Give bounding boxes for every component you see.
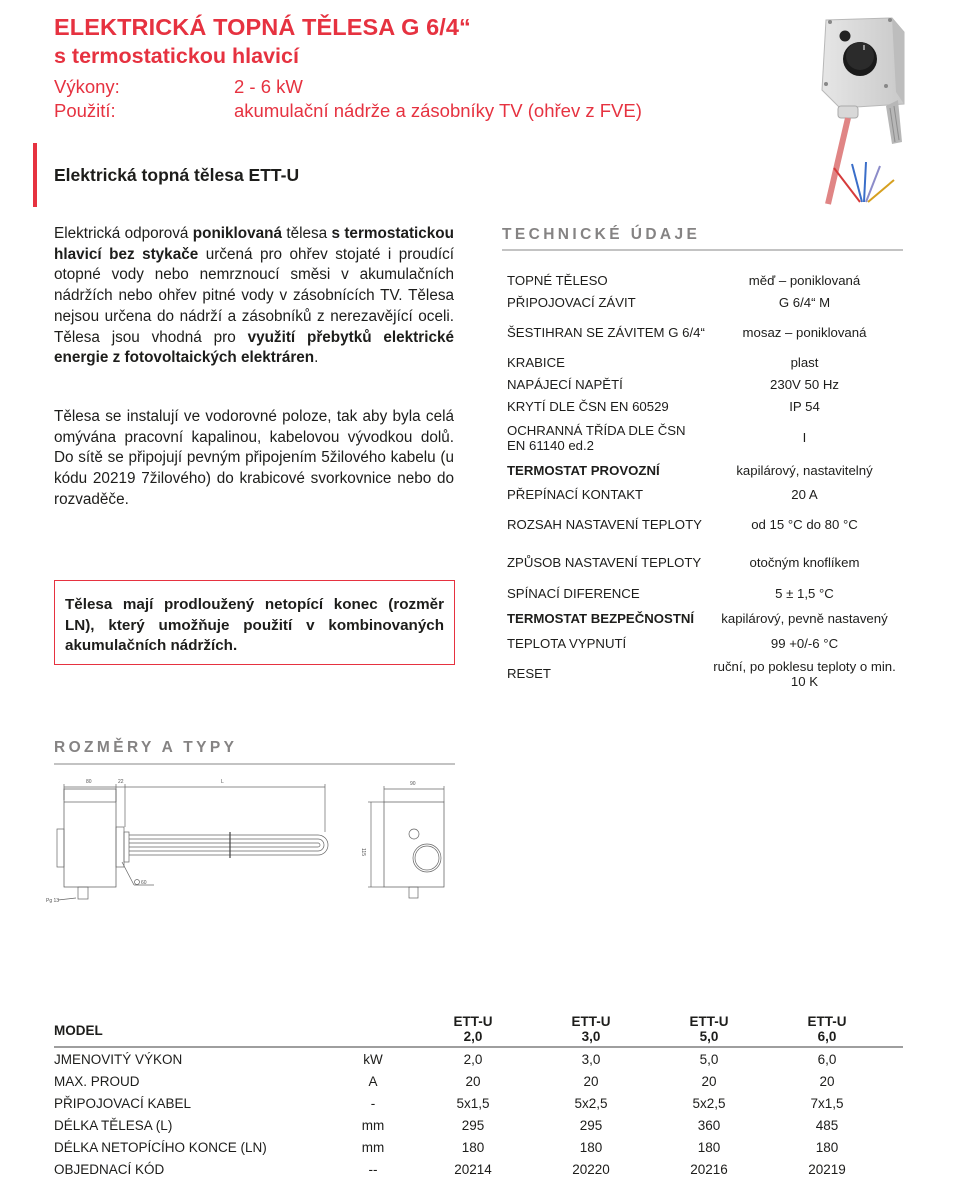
models-row-value: 295 — [579, 1117, 603, 1133]
models-row-value: 20219 — [808, 1161, 846, 1177]
meta-value: akumulační nádrže a zásobníky TV (ohřev z FVE) — [234, 100, 642, 121]
tech-row — [507, 582, 902, 606]
models-row-value: 5x2,5 — [692, 1095, 726, 1111]
model-power: 3,0 — [581, 1029, 601, 1044]
models-header-row — [54, 1014, 903, 1048]
models-row-name: PŘIPOJOVACÍ KABEL — [54, 1095, 192, 1111]
text-run-bold: využití přebytků elektrické energie z fotovoltaických elektráren — [54, 328, 454, 367]
tech-label: ROZSAH NASTAVENÍ TEPLOTY — [507, 517, 702, 533]
models-row — [54, 1070, 903, 1092]
model-series: ETT-U — [571, 1014, 611, 1029]
text-run: tělesa — [282, 225, 332, 242]
tech-label: PŘEPÍNACÍ KONTAKT — [507, 487, 644, 503]
model-power: 2,0 — [463, 1029, 483, 1044]
models-table — [54, 1014, 903, 1180]
models-row-unit: mm — [361, 1139, 385, 1155]
dim-length: L — [221, 779, 224, 785]
model-power: 6,0 — [817, 1029, 837, 1044]
dimensions-heading-rule — [54, 763, 455, 765]
models-row-value: 5x2,5 — [574, 1095, 608, 1111]
tech-value: 5 ± 1,5 °C — [775, 586, 834, 602]
meta-usage — [54, 100, 642, 122]
models-row-value: 2,0 — [463, 1051, 483, 1067]
models-row-name: DÉLKA NETOPÍCÍHO KONCE (LN) — [54, 1139, 267, 1155]
page-subtitle: s termostatickou hlavicí — [54, 44, 299, 68]
dim-side-width: 90 — [410, 781, 416, 787]
dim-box-width: 80 — [86, 779, 92, 785]
tech-row — [507, 458, 902, 484]
meta-power — [54, 76, 303, 98]
text-run: . — [314, 349, 319, 367]
models-row-value: 6,0 — [817, 1051, 837, 1067]
section-subheading: Elektrická topná tělesa ETT-U — [54, 165, 300, 185]
tech-row — [507, 418, 902, 458]
tech-row — [507, 374, 902, 396]
tech-label: TERMOSTAT BEZPEČNOSTNÍ — [507, 611, 695, 627]
models-row-unit: A — [368, 1073, 378, 1089]
tech-label: RESET — [507, 666, 551, 682]
models-row-value: 180 — [697, 1139, 721, 1155]
models-row-value: 7x1,5 — [810, 1095, 844, 1111]
models-row-value: 20 — [819, 1073, 835, 1089]
tech-label: PŘIPOJOVACÍ ZÁVIT — [507, 295, 636, 311]
tech-value: kapilárový, pevně nastavený — [721, 611, 888, 627]
technical-table — [507, 270, 902, 692]
tech-value: 230V 50 Hz — [770, 377, 839, 393]
tech-value: od 15 °C do 80 °C — [751, 517, 858, 533]
meta-value: 2 - 6 kW — [234, 76, 303, 97]
dim-flange: 22 — [118, 779, 124, 785]
tech-row — [507, 656, 902, 692]
tech-label: OCHRANNÁ TŘÍDA DLE ČSN EN 61140 ed.2 — [507, 422, 686, 453]
tech-value: ruční, po poklesu teploty o min. 10 K — [713, 658, 896, 689]
tech-label: ZPŮSOB NASTAVENÍ TEPLOTY — [507, 555, 702, 571]
tech-value: 99 +0/-6 °C — [770, 636, 839, 652]
dim-hex: 60 — [141, 880, 147, 886]
subheading-accent-bar — [33, 143, 37, 207]
tech-label: TERMOSTAT PROVOZNÍ — [507, 463, 660, 479]
models-row-value: 5x1,5 — [456, 1095, 490, 1111]
tech-value: plast — [790, 355, 819, 371]
tech-value: I — [802, 430, 807, 446]
description-paragraph-1 — [54, 224, 454, 369]
tech-row — [507, 484, 902, 506]
technical-heading-rule — [502, 249, 903, 251]
text-run-bold: poniklovaná — [192, 225, 283, 242]
tech-row — [507, 396, 902, 418]
models-row-value: 180 — [579, 1139, 603, 1155]
model-power: 5,0 — [699, 1029, 719, 1044]
models-header-col — [768, 1014, 886, 1044]
tech-label: TOPNÉ TĚLESO — [507, 273, 608, 289]
description-paragraph-2: Tělesa se instalují ve vodorovné poloze, tak aby byla celá omývána pracovní kapalinou, kabelovou vývodkou dolů. Do sítě se připojují pevným připojením 5žilového kabelu (u kódu 20219 7žilového) do krabicové svorkovnice nebo do rozvaděče. — [54, 408, 454, 508]
models-row-name: MAX. PROUD — [54, 1073, 140, 1089]
models-row-value: 20 — [701, 1073, 717, 1089]
models-row-unit: mm — [361, 1117, 385, 1133]
models-row — [54, 1114, 903, 1136]
tech-row — [507, 314, 902, 352]
dim-side-height: 115 — [360, 848, 366, 856]
models-row-value: 180 — [461, 1139, 485, 1155]
page-title: ELEKTRICKÁ TOPNÁ TĚLESA G 6/4“ — [54, 14, 471, 40]
models-header-col — [532, 1014, 650, 1044]
model-series: ETT-U — [807, 1014, 847, 1029]
dim-gland: Pg 13 — [46, 898, 60, 904]
tech-value: měď – poniklovaná — [748, 273, 861, 289]
tech-value: 20 A — [791, 487, 818, 503]
tech-value: kapilárový, nastavitelný — [736, 463, 873, 479]
meta-key: Výkony: — [54, 76, 120, 97]
tech-label: TEPLOTA VYPNUTÍ — [507, 636, 627, 652]
tech-value: IP 54 — [789, 399, 820, 415]
models-row-name: OBJEDNACÍ KÓD — [54, 1161, 165, 1177]
tech-value: otočným knoflíkem — [749, 555, 860, 571]
models-row-value: 20214 — [454, 1161, 492, 1177]
models-header-col — [414, 1014, 532, 1044]
product-photo — [812, 12, 932, 207]
tech-row — [507, 606, 902, 632]
tech-label: KRYTÍ DLE ČSN EN 60529 — [507, 399, 669, 415]
models-row-value: 20220 — [572, 1161, 610, 1177]
tech-label: SPÍNACÍ DIFERENCE — [507, 586, 640, 602]
models-header-model: MODEL — [54, 1023, 103, 1038]
models-row-value: 3,0 — [581, 1051, 601, 1067]
dimension-drawing — [44, 772, 464, 912]
meta-key: Použití: — [54, 100, 116, 121]
models-row — [54, 1092, 903, 1114]
models-row-value: 20216 — [690, 1161, 728, 1177]
tech-label: ŠESTIHRAN SE ZÁVITEM G 6/4“ — [507, 325, 705, 341]
technical-heading: TECHNICKÉ ÚDAJE — [502, 226, 701, 243]
tech-row — [507, 544, 902, 582]
models-row-unit: kW — [363, 1051, 383, 1067]
tech-value: G 6/4“ M — [778, 295, 831, 311]
models-header-col — [650, 1014, 768, 1044]
models-row — [54, 1048, 903, 1070]
models-row-unit: -- — [368, 1161, 378, 1177]
models-row-value: 180 — [815, 1139, 839, 1155]
models-row-name: DÉLKA TĚLESA (L) — [54, 1117, 173, 1133]
tech-row — [507, 292, 902, 314]
models-row-value: 295 — [461, 1117, 485, 1133]
model-series: ETT-U — [689, 1014, 729, 1029]
models-row-value: 20 — [583, 1073, 599, 1089]
models-row — [54, 1158, 903, 1180]
note-box: Tělesa mají prodloužený netopící konec (rozměr LN), který umožňuje použití v kombinovaných akumulačních nádržích. — [54, 580, 455, 665]
models-row-value: 20 — [465, 1073, 481, 1089]
models-row-value: 5,0 — [699, 1051, 719, 1067]
dimensions-heading: ROZMĚRY A TYPY — [54, 739, 238, 756]
models-row-value: 485 — [815, 1117, 839, 1133]
text-run: určená pro ohřev stojaté i proudící otopné vody nebo nemrznoucí směsi v akumulačních nádržích nebo ohřev pitné vody v zásobnících TV. Tělesa nejsou určena do nádrží a zásobníků z nerezavějící oceli. Tělesa jsou vhodná pro — [54, 245, 454, 346]
tech-label: NAPÁJECÍ NAPĚTÍ — [507, 377, 623, 393]
text-run: Elektrická odporová — [54, 225, 193, 242]
model-series: ETT-U — [453, 1014, 493, 1029]
tech-row — [507, 632, 902, 656]
tech-row — [507, 352, 902, 374]
text-run-bold: s termostatickou hlavicí bez stykače — [54, 225, 454, 263]
models-row-name: JMENOVITÝ VÝKON — [54, 1051, 183, 1067]
tech-row — [507, 270, 902, 292]
models-row-value: 360 — [697, 1117, 721, 1133]
tech-row — [507, 506, 902, 544]
models-row — [54, 1136, 903, 1158]
tech-value: mosaz – poniklovaná — [742, 325, 867, 341]
models-row-unit: - — [370, 1095, 376, 1111]
tech-label: KRABICE — [507, 355, 565, 371]
